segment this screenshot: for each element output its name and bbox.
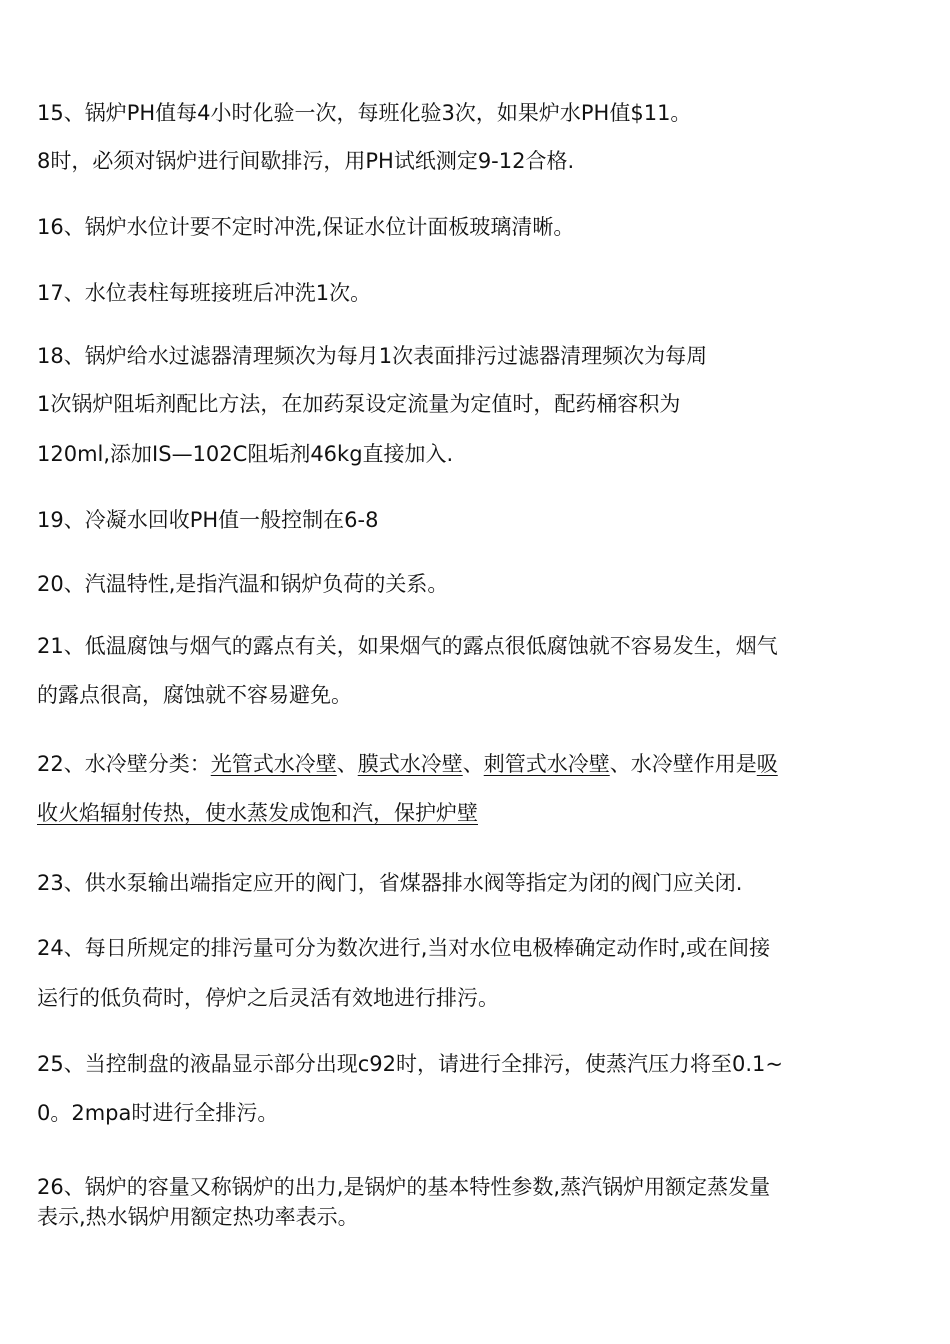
item-15-line-1: 15、锅炉PH值每4小时化验一次，每班化验3次，如果炉水PH值$11。: [37, 101, 692, 125]
item-26-line-1: 26、锅炉的容量又称锅炉的出力,是锅炉的基本特性参数,蒸汽锅炉用额定蒸发量: [37, 1175, 771, 1199]
item-25-line-2: 0。2mpa时进行全排污。: [37, 1101, 279, 1125]
item-24-line-1: 24、每日所规定的排污量可分为数次进行,当对水位电极棒确定动作时,或在间接: [37, 936, 771, 960]
item-19-line-1: 19、冷凝水回收PH值一般控制在6-8: [37, 508, 379, 532]
item-20-line-1: 20、汽温特性,是指汽温和锅炉负荷的关系。: [37, 572, 449, 596]
item-24-line-2: 运行的低负荷时，停炉之后灵活有效地进行排污。: [37, 986, 499, 1010]
item-21-line-1: 21、低温腐蚀与烟气的露点有关，如果烟气的露点很低腐蚀就不容易发生，烟气: [37, 634, 778, 658]
underlined-term-3: 刺管式水冷壁: [483, 752, 610, 776]
item-25-line-1: 25、当控制盘的液晶显示部分出现c92时，请进行全排污，使蒸汽压力将至0.1~: [37, 1052, 783, 1076]
item-22-line-1: [37, 750, 778, 778]
underlined-term-2: 膜式水冷壁: [357, 752, 463, 776]
underlined-function-start: 吸: [756, 752, 778, 776]
item-15-line-2: 8时，必须对锅炉进行间歇排污，用PH试纸测定9-12合格.: [37, 149, 575, 173]
item-22-prefix: 22、水冷壁分类：: [37, 752, 211, 776]
item-26-line-2: 表示,热水锅炉用额定热功率表示。: [37, 1205, 359, 1229]
separator-1: 、: [336, 752, 358, 776]
item-22-line-2: 收火焰辐射传热，使水蒸发成饱和汽，保护炉壁: [37, 801, 478, 825]
item-21-line-2: 的露点很高，腐蚀就不容易避免。: [37, 683, 352, 707]
item-18-line-2: 1次锅炉阻垢剂配比方法，在加药泵设定流量为定值时，配药桶容积为: [37, 392, 681, 416]
item-18-line-1: 18、锅炉给水过滤器清理频次为每月1次表面排污过滤器清理频次为每周: [37, 344, 708, 368]
item-16-line-1: 16、锅炉水位计要不定时冲洗,保证水位计面板玻璃清晰。: [37, 215, 575, 239]
item-17-line-1: 17、水位表柱每班接班后冲洗1次。: [37, 281, 372, 305]
separator-2: 、: [462, 752, 484, 776]
item-18-line-3: 120ml,添加IS—102C阻垢剂46kg直接加入.: [37, 442, 454, 466]
item-22-mid: 、水冷壁作用是: [609, 752, 757, 776]
underlined-term-1: 光管式水冷壁: [210, 752, 337, 776]
item-23-line-1: 23、供水泵输出端指定应开的阀门，省煤器排水阀等指定为闭的阀门应关闭.: [37, 871, 743, 895]
